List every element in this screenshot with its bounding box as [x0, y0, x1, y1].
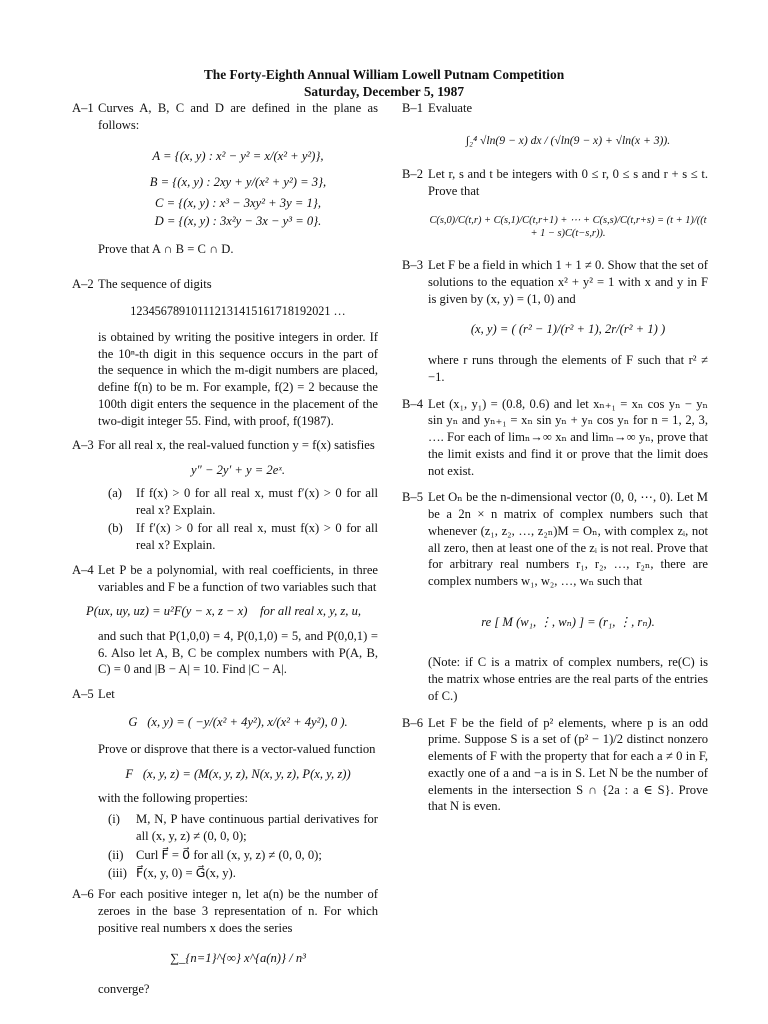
- problem-a3: [72, 437, 378, 553]
- problem-text: Let r, s and t be integers with 0 ≤ r, 0 ≤ s and r + s ≤ t. Prove that: [428, 167, 708, 198]
- problem-b6: [402, 715, 708, 815]
- problem-label: B–2: [402, 167, 423, 182]
- problem-text: Let (x₁, y₁) = (0.8, 0.6) and let xₙ₊₁ = xₙ cos yₙ − yₙ sin yₙ and yₙ₊₁ = xₙ sin yₙ + yₙ cos yₙ for n = 1, 2, 3, …. For each of limₙ→∞ xₙ and limₙ→∞ yₙ, prove that the limit exists and find it or prove that the limit does not exist.: [428, 396, 708, 478]
- problem-a2: [72, 276, 378, 429]
- binomial-identity: C(s,0)/C(t,r) + C(s,1)/C(t,r+1) + ⋯ + C(s,s)/C(t,r+s) = (t + 1)/((t + 1 − s)C(t−s,r)).: [429, 214, 707, 240]
- problem-text: The sequence of digits: [98, 277, 212, 291]
- property-label: (iii): [108, 866, 127, 881]
- problem-b5: [402, 489, 708, 704]
- differential-equation: y″ − 2y′ + y = 2eˣ.: [190, 463, 286, 478]
- problem-text: Curves A, B, C and D are defined in the plane as follows:: [98, 101, 378, 132]
- problem-text: Let P be a polynomial, with real coefficients, in three variables and F be a function of two variables such that: [98, 562, 378, 594]
- problem-a5: [72, 686, 378, 882]
- problem-text: Let Oₙ be the n-dimensional vector (0, 0, ⋯, 0). Let M be a 2n × n matrix of complex numbers such that whenever (z₁, z₂, …, z₂ₙ)M = Oₙ, with complex zᵢ, not all zero, then at least one of the zᵢ is not real. Prove that for arbitrary real numbers r₁, r₂, …, r₂ₙ, there are complex numbers w₁, w₂, …, wₙ such that: [428, 490, 708, 589]
- problem-text: Let: [98, 687, 115, 702]
- problem-text: Prove or disprove that there is a vector-valued function: [98, 741, 376, 756]
- property-label: (ii): [108, 847, 124, 862]
- problem-label: A–2: [72, 277, 94, 291]
- subpart-label: (a): [108, 485, 122, 500]
- problem-b3: [402, 257, 708, 385]
- problem-label: A–1: [72, 101, 94, 115]
- problem-a6: [72, 886, 378, 998]
- property-text: M, N, P have continuous partial derivatives for all (x, y, z) ≠ (0, 0, 0);: [136, 812, 378, 843]
- problem-text: with the following properties:: [98, 791, 249, 806]
- problem-text: For all real x, the real-valued function y = f(x) satisfies: [98, 438, 375, 453]
- problem-text: is obtained by writing the positive integers in order. If the 10ⁿ-th digit in this sequence occurs in the part of the sequence in which the m-digit numbers are placed, define f(n) to be m. For example, f(2) = 2 because the 100th digit enters the sequence in the placement of the two-digit integer 55. Find, with proof, f(1987).: [98, 329, 378, 428]
- problem-text: For each positive integer n, let a(n) be the number of zeroes in the base 3 representation of n. For which positive real numbers x does the series: [98, 887, 378, 935]
- problem-text: Let F be the field of p² elements, where p is an odd prime. Suppose S is a set of (p² − 1)/2 distinct nonzero elements of F with the property that for each a ≠ 0 in F, exactly one of a and −a is in S. Let N be the number of elements in the intersection S ∩ {2a : a ∈ S}. Prove that N is even.: [428, 715, 708, 814]
- problem-note: (Note: if C is a matrix of complex numbers, re(C) is the matrix whose entries are the real parts of the entries of C.): [428, 655, 708, 703]
- property-text: Curl F⃗ = 0⃗ for all (x, y, z) ≠ (0, 0, 0);: [136, 847, 322, 862]
- problem-label: B–3: [402, 258, 423, 273]
- functional-equation: P(ux, uy, uz) = u²F(y − x, z − x) for all real x, y, z, u,: [86, 604, 362, 619]
- problem-label: B–5: [402, 490, 423, 505]
- equation-d: D = {(x, y) : 3x²y − 3x − y³ = 0}.: [154, 214, 322, 229]
- problem-text: Let F be a field in which 1 + 1 ≠ 0. Show that the set of solutions to the equation x² + y² = 1 with x and y in F is given by (x, y) = (1, 0) and: [428, 258, 708, 306]
- property-ii: [108, 847, 378, 864]
- problem-text: and such that P(1,0,0) = 4, P(0,1,0) = 5, and P(0,0,1) = 6. Also let A, B, C be complex numbers with P(A, B, C) = 0 and |B − A| = 10. Find |C − A|.: [98, 628, 378, 677]
- subpart-a: [108, 485, 378, 518]
- exam-title: The Forty-Eighth Annual William Lowell Putnam Competition: [203, 67, 565, 82]
- problem-end: converge?: [98, 981, 150, 996]
- problem-label: A–6: [72, 887, 94, 902]
- exam-header: [0, 66, 768, 101]
- digit-sequence: 123456789101112131415161718192021 …: [130, 303, 346, 318]
- problem-a4: [72, 562, 378, 678]
- problem-label: A–3: [72, 438, 94, 453]
- problem-label: B–6: [402, 715, 423, 730]
- parametrization-equation: (x, y) = ( (r² − 1)/(r² + 1), 2r/(r² + 1) ): [470, 322, 666, 337]
- vector-field-g: G⃗(x, y) = ( −y/(x² + 4y²), x/(x² + 4y²), 0 ).: [128, 714, 348, 729]
- property-label: (i): [108, 812, 120, 827]
- problem-b4: [402, 396, 708, 480]
- problem-end: where r runs through the elements of F such that r² ≠ −1.: [428, 353, 708, 384]
- problem-text: Evaluate: [428, 101, 473, 115]
- problem-label: A–5: [72, 687, 94, 702]
- vector-field-f: F⃗(x, y, z) = (M(x, y, z), N(x, y, z), P(x, y, z)): [125, 766, 351, 781]
- property-i: [108, 811, 378, 844]
- problem-a1: [72, 100, 378, 272]
- right-column: [402, 100, 708, 815]
- property-text: F⃗(x, y, 0) = G⃗(x, y).: [136, 866, 236, 881]
- problem-prove: Prove that A ∩ B = C ∩ D.: [98, 242, 234, 257]
- problem-b2: [402, 166, 708, 241]
- left-column: [72, 100, 378, 998]
- problem-label: B–1: [402, 101, 423, 115]
- exam-date: Saturday, December 5, 1987: [303, 84, 465, 100]
- equation-c: C = {(x, y) : x³ − 3xy² + 3y = 1},: [155, 196, 321, 211]
- matrix-equation: re [ M (w₁, ⋮, wₙ) ] = (r₁, ⋮, rₙ).: [481, 614, 655, 629]
- subpart-text: If f′(x) > 0 for all real x, must f(x) > 0 for all real x? Explain.: [136, 521, 378, 553]
- equation-b: B = {(x, y) : 2xy + y/(x² + y²) = 3},: [149, 175, 327, 190]
- series-equation: ∑_{n=1}^{∞} x^{a(n)} / n³: [170, 951, 306, 966]
- property-iii: [108, 865, 378, 882]
- problem-label: A–4: [72, 562, 94, 577]
- subpart-label: (b): [108, 521, 123, 536]
- subpart-text: If f(x) > 0 for all real x, must f′(x) > 0 for all real x? Explain.: [136, 485, 378, 517]
- problem-b1: [402, 100, 708, 148]
- subpart-b: [108, 520, 378, 553]
- problem-label: B–4: [402, 396, 423, 411]
- equation-a: A = {(x, y) : x² − y² = x/(x² + y²)},: [152, 149, 324, 164]
- integral-equation: ∫₂⁴ √ln(9 − x) dx / (√ln(9 − x) + √ln(x + 3)).: [465, 133, 671, 147]
